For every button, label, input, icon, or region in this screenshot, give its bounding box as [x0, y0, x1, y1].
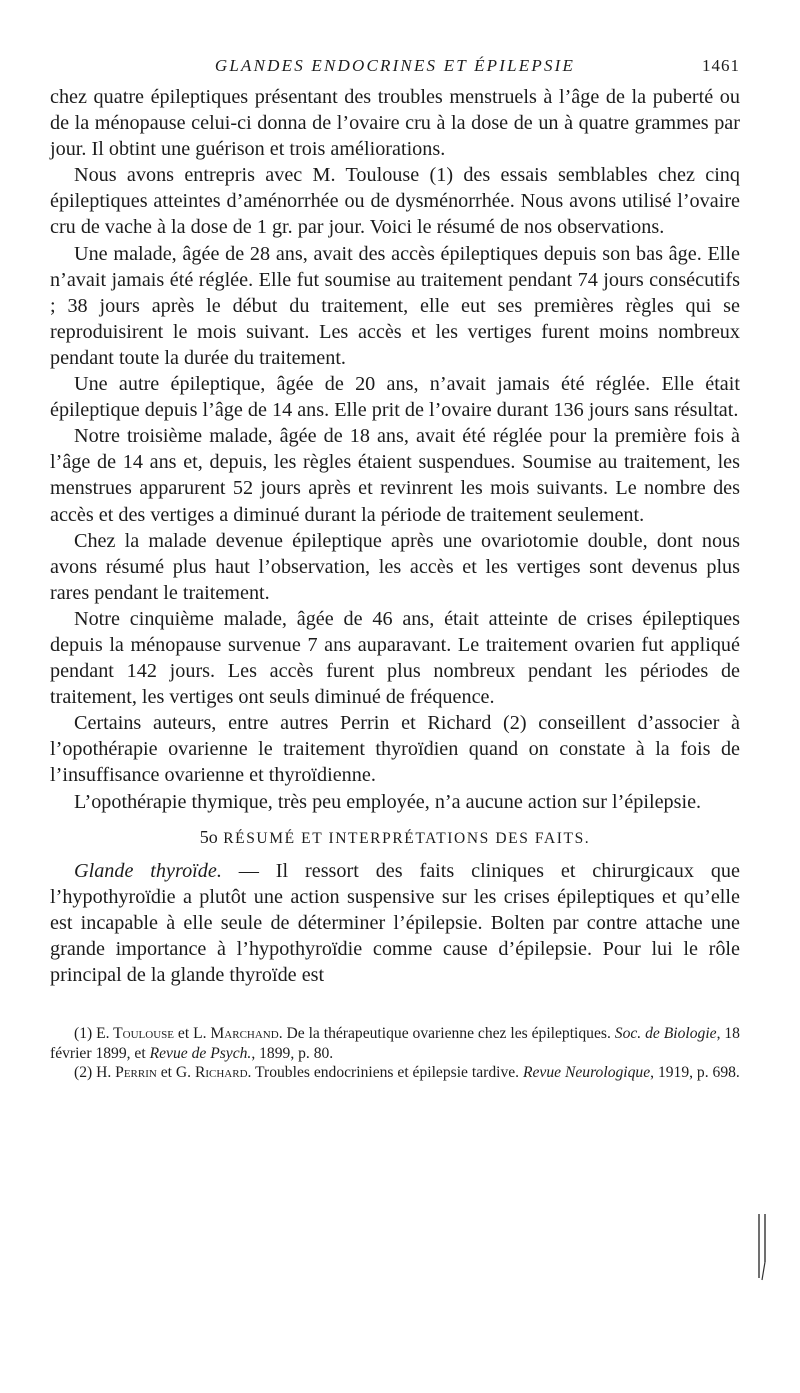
footnote-marker: (2): [74, 1064, 97, 1082]
footnote-1: [50, 1024, 740, 1063]
footnote-author: E. Toulouse: [96, 1025, 175, 1043]
footnote-2: [50, 1063, 740, 1083]
page-number: 1461: [702, 56, 740, 75]
footnote-author: G. Richard: [175, 1064, 248, 1082]
footnote-text: et: [174, 1025, 194, 1043]
paragraph: Une autre épileptique, âgée de 20 ans, n’avait jamais été réglée. Elle était épileptique depuis l’âge de 14 ans. Elle prit de l’ovaire durant 136 jours sans résultat.: [50, 373, 740, 422]
section-number: 5o: [199, 826, 218, 847]
footnote-text: , 18 février 1899, et: [50, 1025, 740, 1062]
page: [50, 50, 740, 1083]
footnote-author: L. Marchand: [193, 1025, 279, 1043]
paragraph: L’opothérapie thymique, très peu employée, n’a aucune action sur l’épilepsie.: [74, 790, 702, 813]
section-heading: [50, 827, 740, 848]
paragraph: Nous avons entrepris avec M. Toulouse (1) des essais semblables chez cinq épileptiques atteintes d’aménorrhée ou de dysménorrhée. Nous avons utilisé l’ovaire cru de vache à la dose de 1 gr. par jour. Voici le résumé de nos observations.: [50, 164, 740, 239]
section-title: RÉSUMÉ ET INTERPRÉTATIONS DES FAITS.: [223, 829, 591, 847]
margin-bracket-marks: [756, 1212, 770, 1282]
footnote-author: H. Perrin: [96, 1064, 157, 1082]
paragraph-text: — Il ressort des faits cliniques et chirurgicaux que l’hypothyroïdie a plutôt une action suspensive sur les crises épileptiques et qu’elle est incapable à elle seule de déterminer l’épilepsie. Bolten par contre attache une grande importance à l’hypothyroïdie comme cause d’épilepsie. Pour lui le rôle principal de la glande thyroïde est: [50, 859, 740, 986]
paragraph-lead-in: Glande thyroïde.: [74, 859, 222, 882]
footnote-marker: (1): [74, 1025, 97, 1043]
footnote-journal: Soc. de Biologie: [614, 1025, 717, 1043]
paragraph: Chez la malade devenue épileptique après une ovariotomie double, dont nous avons résumé plus haut l’observation, les accès et les vertiges sont devenus plus rares pendant le traitement.: [50, 529, 740, 604]
running-head: [50, 50, 740, 84]
paragraph-continued: chez quatre épileptiques présentant des troubles menstruels à l’âge de la puberté ou de la ménopause celui-ci donna de l’ovaire cru à la dose de un à quatre grammes par jour. Il obtint une guérison et trois améliorations.: [50, 86, 740, 161]
footnote-text: . De la thérapeutique ovarienne chez les épileptiques.: [278, 1025, 615, 1043]
footnote-text: et: [156, 1064, 176, 1082]
paragraph-thyroid: [50, 858, 740, 988]
footnote-text: . Troubles endocriniens et épilepsie tardive.: [247, 1064, 523, 1082]
running-title: GLANDES ENDOCRINES ET ÉPILEPSIE: [214, 56, 576, 75]
footnote-journal: Revue Neurologique: [522, 1064, 651, 1082]
paragraph: Une malade, âgée de 28 ans, avait des accès épileptiques depuis son bas âge. Elle n’avait jamais été réglée. Elle fut soumise au traitement pendant 74 jours consécutifs ; 38 jours après le début du traitement, elle eut ses premières règles qui se reproduisirent le mois suivant. Les accès et les vertiges furent moins nombreux pendant toute la durée du traitement.: [50, 242, 740, 369]
footnotes: [50, 1024, 740, 1083]
paragraph: Notre troisième malade, âgée de 18 ans, avait été réglée pour la première fois à l’âge de 14 ans et, depuis, les règles étaient suspendues. Soumise au traitement, les menstrues apparurent 52 jours après et revinrent les mois suivants. Le nombre des accès et des vertiges a diminué durant la période de traitement seulement.: [50, 425, 740, 526]
footnote-text: , 1899, p. 80.: [251, 1044, 334, 1062]
body-text: [50, 84, 740, 988]
paragraph: Certains auteurs, entre autres Perrin et Richard (2) conseillent d’associer à l’opothérapie ovarienne le traitement thyroïdien quand on constate à la fois de l’insuffisance ovarienne et thyroïdienne.: [50, 712, 740, 787]
footnote-journal: Revue de Psych.: [149, 1044, 252, 1062]
footnote-text: , 1919, p. 698.: [650, 1064, 740, 1082]
paragraph: Notre cinquième malade, âgée de 46 ans, était atteinte de crises épileptiques depuis la ménopause survenue 7 ans auparavant. Le traitement ovarien fut appliqué pendant 142 jours. Les accès furent plus nombreux pendant les périodes de traitement, les vertiges ont seuls diminué de fréquence.: [50, 607, 740, 709]
